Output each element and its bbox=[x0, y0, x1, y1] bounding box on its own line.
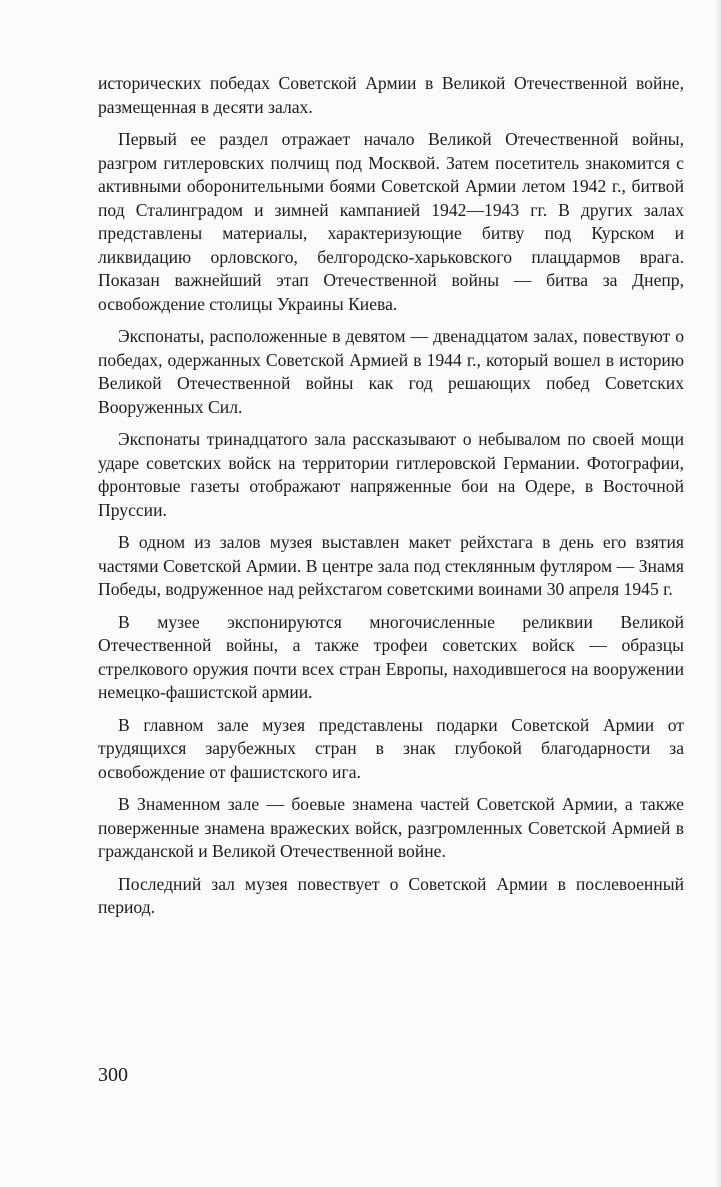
paragraph: Первый ее раздел отражает начало Великой Отечественной войны, разгром гитлеровских полчищ под Москвой. Затем посетитель знакомится с активными оборонительными боями Советской Армии летом 1942 г., битвой под Сталинградом и зимней кампанией 1942—1943 гг. В других залах представлены материалы, характеризующие битву под Курском и ликвидацию орловского, белгородско-харьковского плацдармов врага. Показан важнейший этап Отечественной войны — битва за Днепр, освобождение столицы Украины Киева. bbox=[98, 129, 684, 314]
page-edge-shadow bbox=[715, 0, 721, 1187]
paragraph-continuation: исторических победах Советской Армии в Великой Отечественной войне, размещенная в десяти залах. bbox=[98, 73, 684, 117]
body-text bbox=[98, 72, 684, 929]
paragraph: Экспонаты тринадцатого зала рассказывают о небывалом по своей мощи ударе советских войск на территории гитлеровской Германии. Фотографии, фронтовые газеты отображают напряженные бои на Одере, в Восточной Пруссии. bbox=[98, 429, 684, 520]
paragraph: В одном из залов музея выставлен макет рейхстага в день его взятия частями Советской Армии. В центре зала под стеклянным футляром — Знамя Победы, водруженное над рейхстагом советскими воинами 30 апреля 1945 г. bbox=[98, 532, 684, 599]
page-number: 300 bbox=[98, 1064, 128, 1086]
paragraph: Последний зал музея повествует о Советской Армии в послевоенный период. bbox=[98, 873, 684, 917]
paragraph: В музее экспонируются многочисленные реликвии Великой Отечественной войны, а также трофеи советских войск — образцы стрелкового оружия почти всех стран Европы, находившегося на вооружении немецко-фашистской армии. bbox=[98, 611, 684, 702]
paragraph: В главном зале музея представлены подарки Советской Армии от трудящихся зарубежных стран в знак глубокой благодарности за освобождение от фашистского ига. bbox=[98, 714, 684, 782]
paragraph: В Знаменном зале — боевые знамена частей Советской Армии, а также поверженные знамена вражеских войск, разгромленных Советской Армией в гражданской и Великой Отечественной войне. bbox=[98, 794, 684, 861]
paragraph: Экспонаты, расположенные в девятом — двенадцатом залах, повествуют о победах, одержанных Советской Армией в 1944 г., который вошел в историю Великой Отечественной войны как год решающих побед Советских Вооруженных Сил. bbox=[98, 326, 684, 417]
